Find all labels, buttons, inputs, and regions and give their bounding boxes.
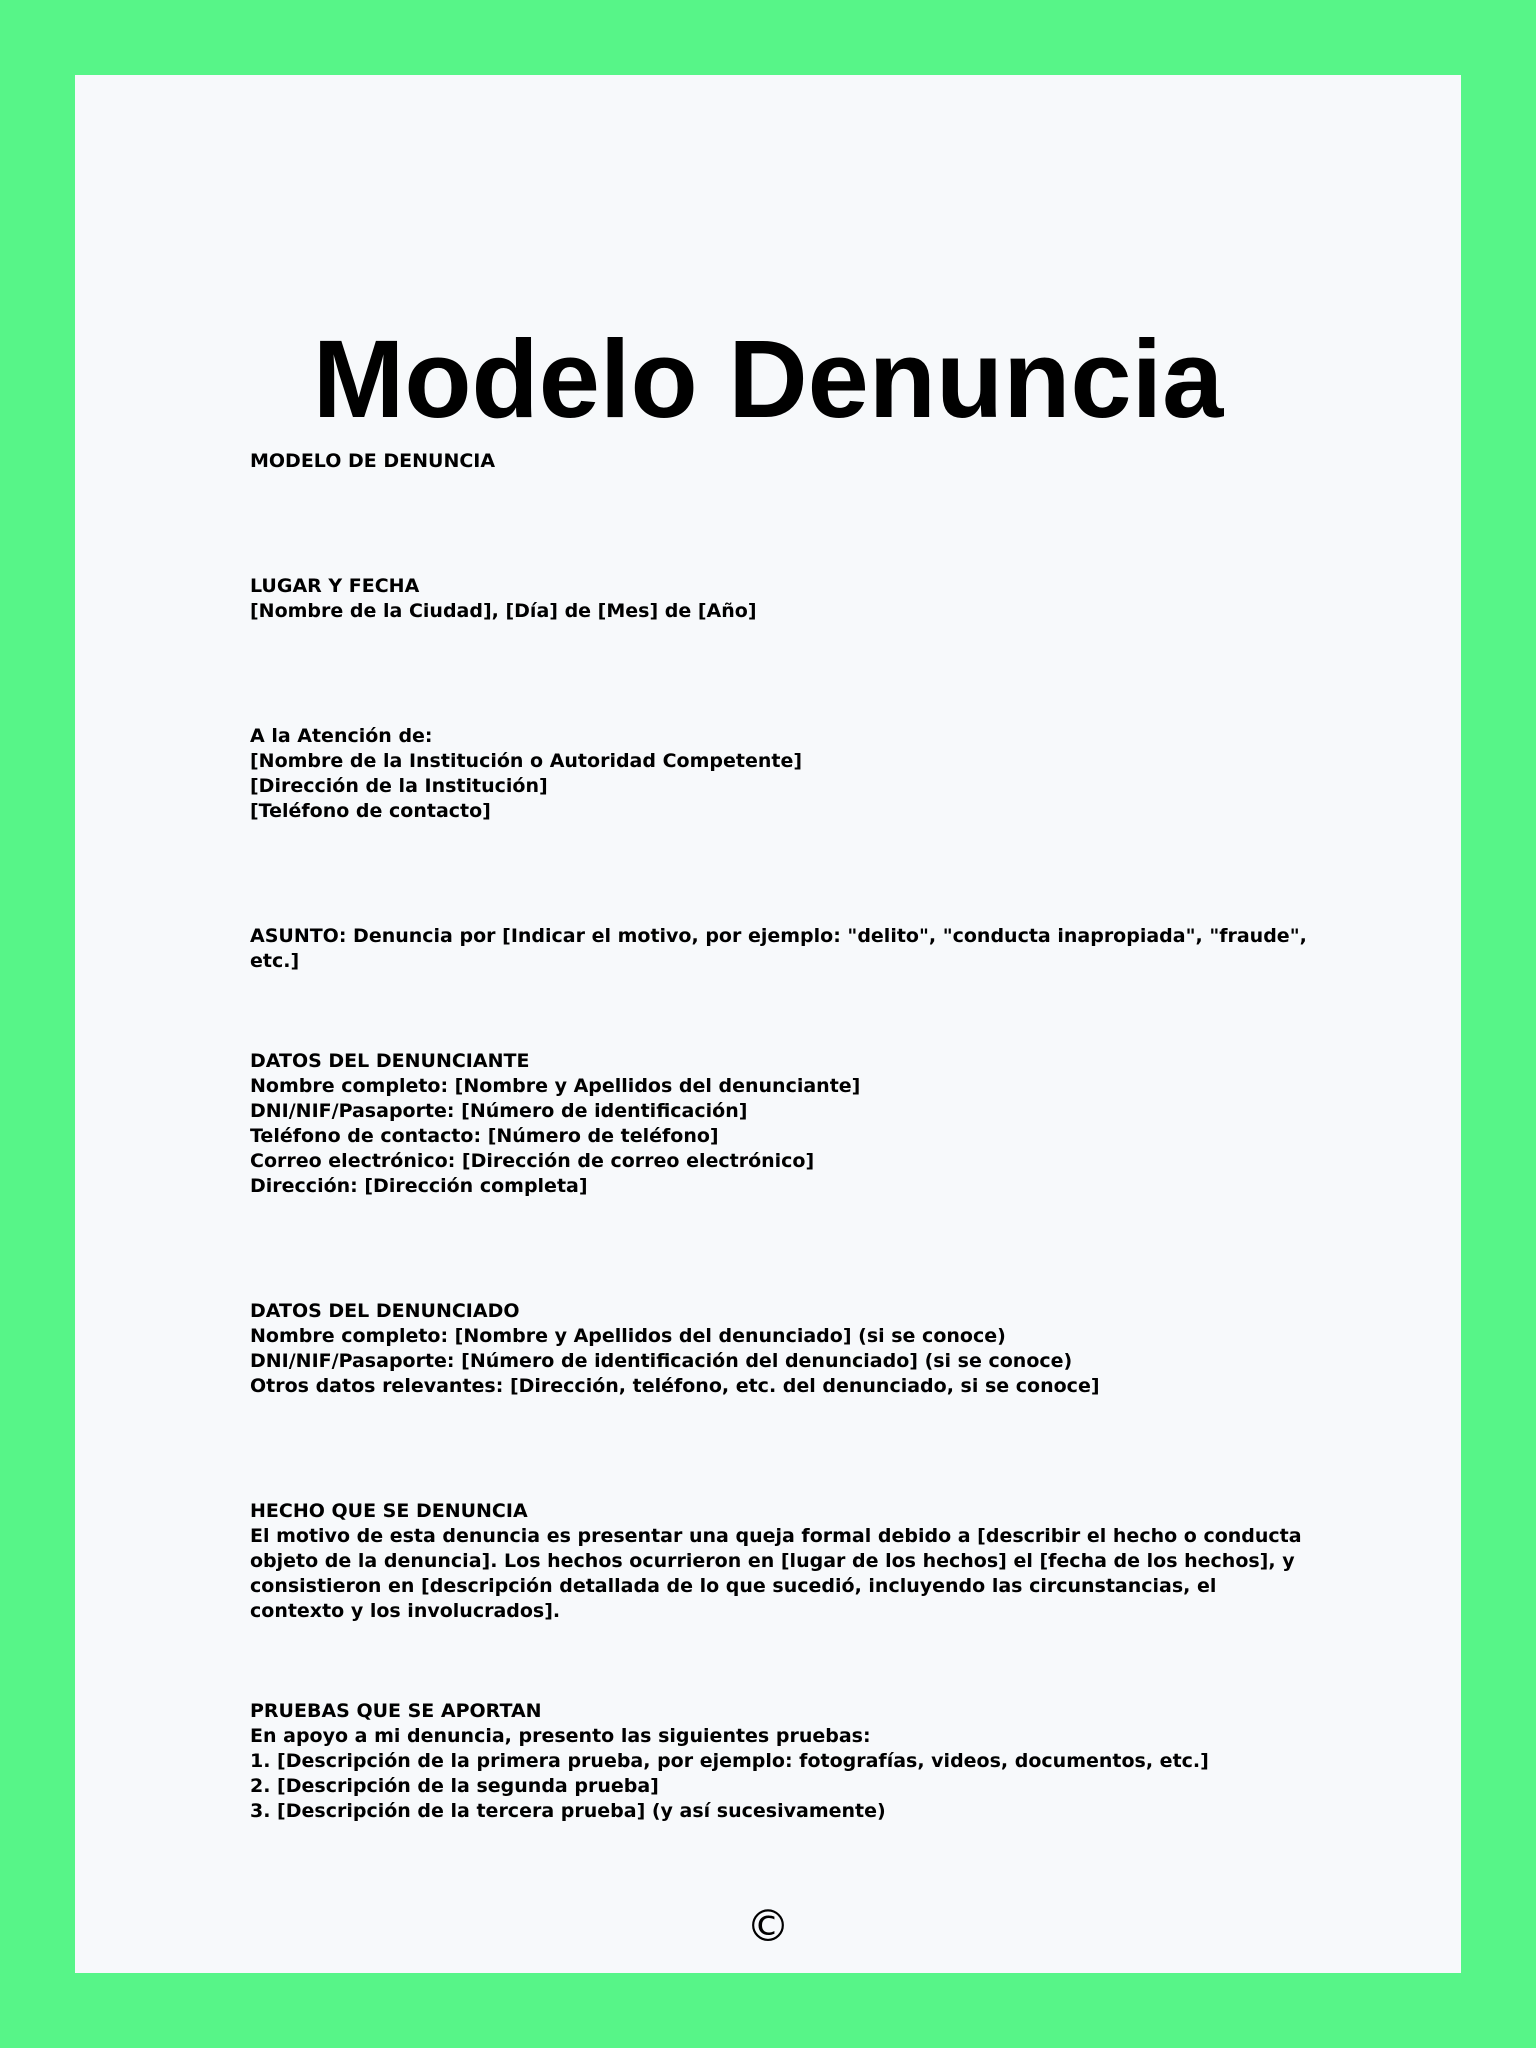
document-title: Modelo Denuncia: [312, 318, 1224, 441]
asunto-text: ASUNTO: Denuncia por [Indicar el motivo, por ejemplo: "delito", "conducta inapropiada", "fraude", etc.]: [250, 925, 1307, 972]
pruebas-item: 1. [Descripción de la primera prueba, por ejemplo: fotografías, videos, documentos, etc.]: [250, 1750, 1209, 1772]
atencion-label: A la Atención de:: [250, 725, 433, 747]
pruebas-item: 2. [Descripción de la segunda prueba]: [250, 1775, 659, 1797]
section-denunciante: [250, 1049, 1310, 1199]
denunciante-line: Teléfono de contacto: [Número de teléfono]: [250, 1125, 719, 1147]
lugar-fecha-value: [Nombre de la Ciudad], [Día] de [Mes] de [Año]: [250, 600, 757, 622]
denunciado-label: DATOS DEL DENUNCIADO: [250, 1300, 520, 1322]
denunciante-line: Correo electrónico: [Dirección de correo electrónico]: [250, 1150, 815, 1172]
section-hecho: [250, 1499, 1310, 1624]
pruebas-item: 3. [Descripción de la tercera prueba] (y así sucesivamente): [250, 1800, 886, 1822]
atencion-line: [Dirección de la Institución]: [250, 775, 548, 797]
atencion-line: [Nombre de la Institución o Autoridad Competente]: [250, 750, 803, 772]
denunciante-label: DATOS DEL DENUNCIANTE: [250, 1050, 530, 1072]
section-denunciado: [250, 1299, 1310, 1399]
denunciante-line: DNI/NIF/Pasaporte: [Número de identificación]: [250, 1100, 748, 1122]
heading-text: MODELO DE DENUNCIA: [250, 450, 496, 472]
denunciado-line: DNI/NIF/Pasaporte: [Número de identificación del denunciado] (si se conoce): [250, 1350, 1073, 1372]
denunciante-line: Dirección: [Dirección completa]: [250, 1175, 588, 1197]
lugar-fecha-label: LUGAR Y FECHA: [250, 575, 420, 597]
denunciado-line: Nombre completo: [Nombre y Apellidos del denunciado] (si se conoce): [250, 1325, 1006, 1347]
hecho-text: El motivo de esta denuncia es presentar una queja formal debido a [describir el hecho o conducta objeto de la denuncia]. Los hechos ocurrieron en [lugar de los hechos] el [fecha de los hechos], y consistieron en [descripción detallada de lo que sucedió, incluyendo las circunstancias, el contexto y los involucrados].: [250, 1525, 1302, 1622]
pruebas-intro: En apoyo a mi denuncia, presento las siguientes pruebas:: [250, 1725, 871, 1747]
pruebas-label: PRUEBAS QUE SE APORTAN: [250, 1700, 542, 1722]
section-atencion: [250, 724, 1310, 824]
section-asunto: [250, 924, 1310, 974]
denunciado-line: Otros datos relevantes: [Dirección, teléfono, etc. del denunciado, si se conoce]: [250, 1375, 1100, 1397]
section-heading: [250, 449, 1310, 474]
denunciante-line: Nombre completo: [Nombre y Apellidos del denunciante]: [250, 1075, 861, 1097]
document-page: [75, 75, 1461, 1973]
hecho-label: HECHO QUE SE DENUNCIA: [250, 1500, 528, 1522]
section-lugar-fecha: [250, 574, 1310, 624]
section-pruebas: [250, 1699, 1310, 1824]
atencion-line: [Teléfono de contacto]: [250, 800, 491, 822]
copyright-icon: ©: [746, 1901, 790, 1952]
